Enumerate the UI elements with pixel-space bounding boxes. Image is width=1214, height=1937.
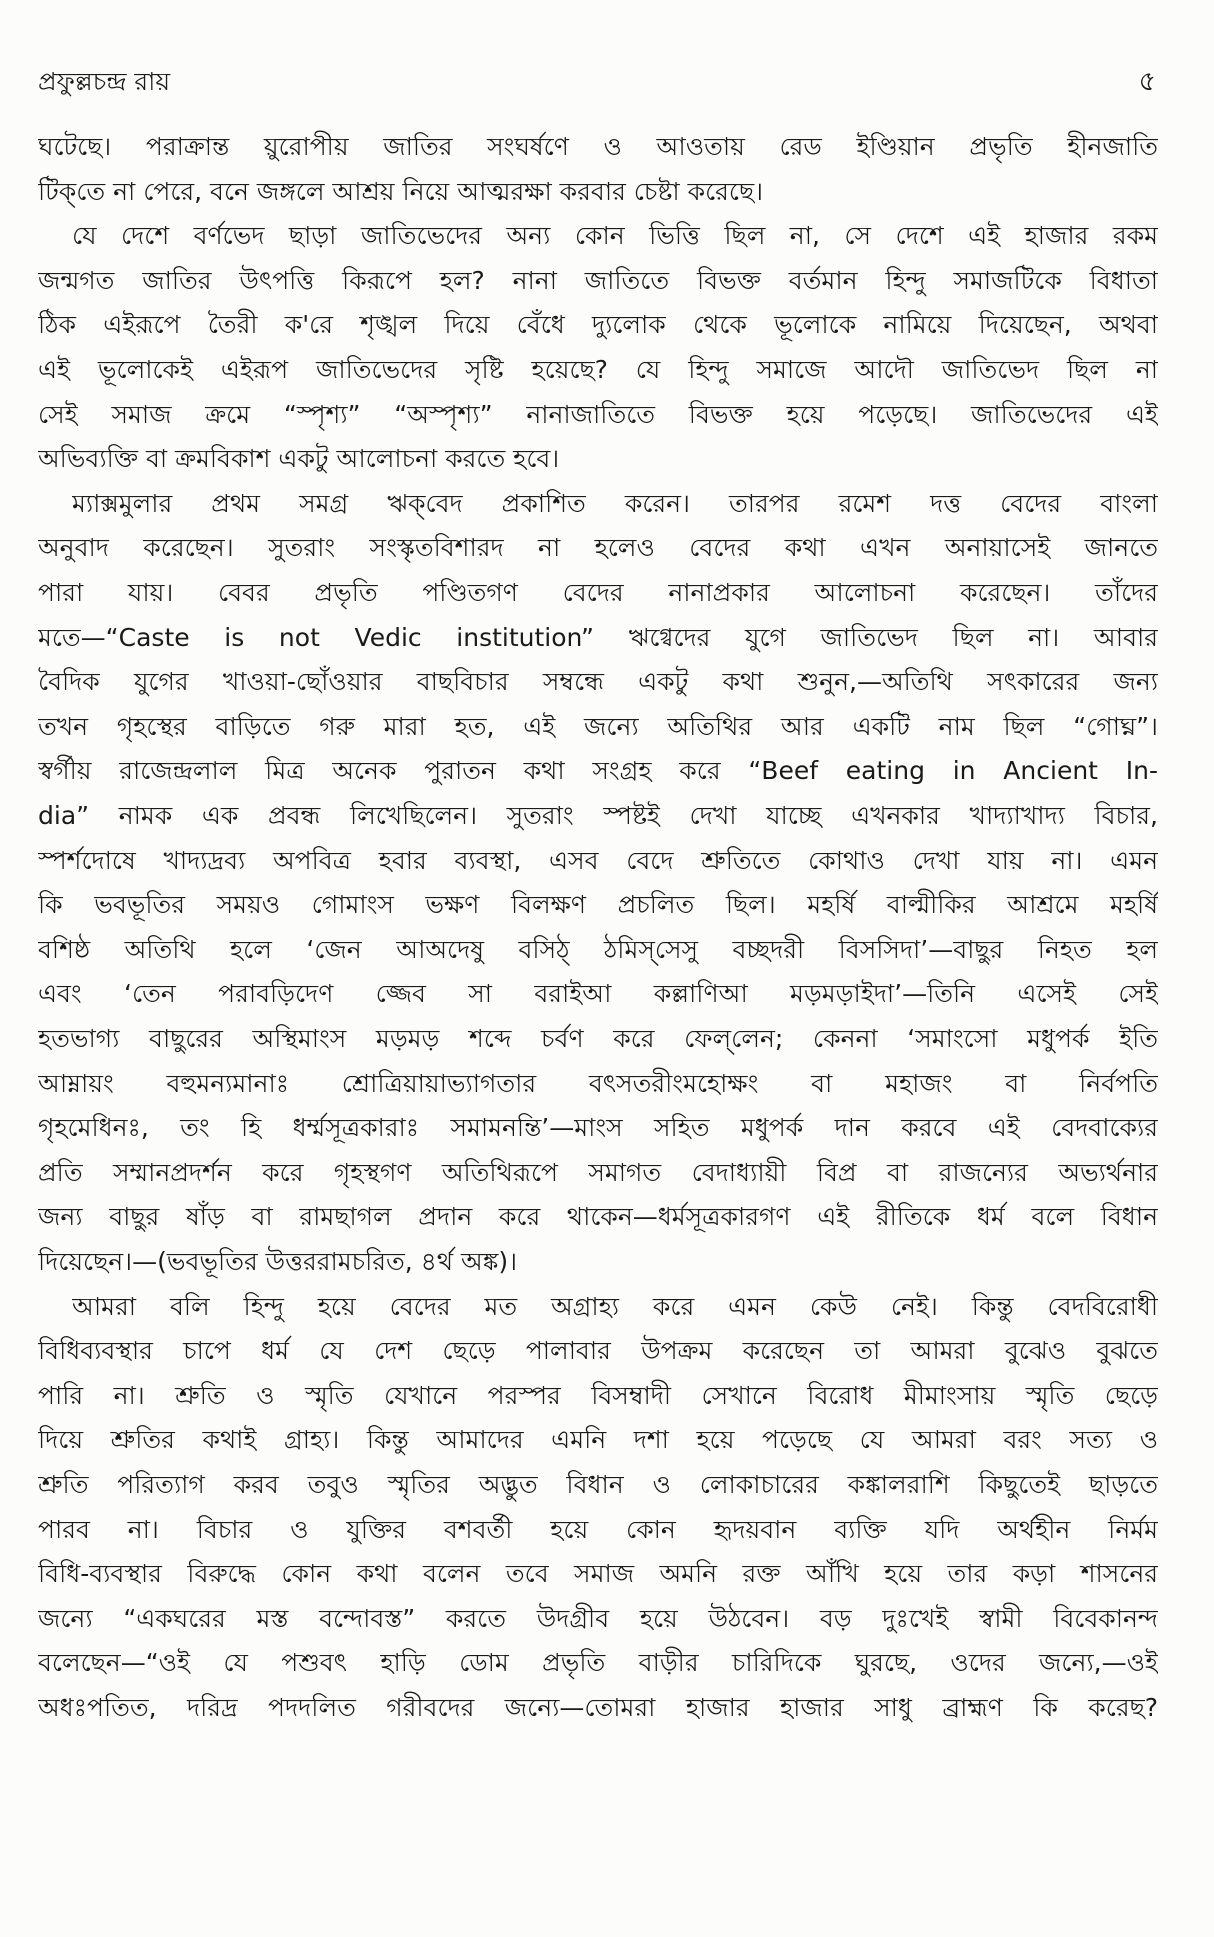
- text-line: ঘটেছে। পরাক্রান্ত য়ুরোপীয় জাতির সংঘর্ষণে ও আওতায় রেড ইণ্ডিয়ান প্রভৃতি হীনজাতি: [38, 132, 1158, 161]
- text-line: আমরা বলি হিন্দু হয়ে বেদের মত অগ্রাহ্য করে এমন কেউ নেই। কিন্তু বেদবিরোধী: [72, 1291, 1158, 1321]
- text-line: মতে—“Caste is not Vedic institution” ঋগ্বেদের যুগে জাতিভেদ ছিল না। আবার: [38, 622, 1158, 652]
- text-line: তখন গৃহস্থের বাড়িতে গরু মারা হত, এই জন্যে অতিথির আর একটি নাম ছিল “গোঘ্ন”।: [38, 711, 1158, 741]
- text-line: বশিষ্ঠ অতিথি হলে ‘জেন আঅদেষু বসিঠ্‌ ঠমিস্‌সেসু বচ্ছদরী বিসসিদা’—বাছুর নিহত হল: [38, 934, 1158, 964]
- page-header: [38, 60, 1156, 104]
- text-line: বিধিব্যবস্থার চাপে ধর্ম যে দেশ ছেড়ে পালাবার উপক্রম করেছেন তা আমরা বুঝেও বুঝতে: [38, 1336, 1158, 1366]
- text-line: যে দেশে বর্ণভেদ ছাড়া জাতিভেদের অন্য কোন ভিত্তি ছিল না, সে দেশে এই হাজার রকম: [72, 221, 1158, 251]
- text-line: জন্যে “একঘরের মস্ত বন্দোবস্ত” করতে উদগ্রীব হয়ে উঠবেন। বড় দুঃখেই স্বামী বিবেকানন্দ: [38, 1603, 1158, 1633]
- text-line: আম্নায়ং বহুমন্যমানাঃ শ্রোত্রিয়ায়াভ্যাগতার বৎসতরীংমহোক্ষং বা মহাজং বা নির্বপতি: [38, 1068, 1158, 1098]
- text-line: বিধি-ব্যবস্থার বিরুদ্ধে কোন কথা বলেন তবে সমাজ অমনি রক্ত আঁখি হয়ে তার কড়া শাসনের: [38, 1559, 1158, 1589]
- text-line: স্বর্গীয় রাজেন্দ্রলাল মিত্র অনেক পুরাতন কথা সংগ্রহ করে “Beef eating in Ancient In-: [38, 756, 1158, 786]
- text-line: বলেছেন—“ওই যে পশুবৎ হাড়ি ডোম প্রভৃতি বাড়ীর চারিদিকে ঘুরছে, ওদের জন্যে,—ওই: [38, 1648, 1158, 1678]
- text-line: dia” নামক এক প্রবন্ধ লিখেছিলেন। সুতরাং স্পষ্টই দেখা যাচ্ছে এখনকার খাদ্যাখাদ্য বিচার,: [38, 801, 1158, 830]
- running-head: প্রফুল্লচন্দ্র রায়: [38, 67, 171, 96]
- text-line: পারব না। বিচার ও যুক্তির বশবর্তী হয়ে কোন হৃদয়বান ব্যক্তি যদি অর্থহীন নির্মম: [38, 1514, 1158, 1544]
- text-line: অনুবাদ করেছেন। সুতরাং সংস্কৃতবিশারদ না হলেও বেদের কথা এখন অনায়াসেই জানতে: [38, 533, 1158, 563]
- text-line: অধঃপতিত, দরিদ্র পদদলিত গরীবদের জন্যে—তোমরা হাজার হাজার সাধু ব্রাহ্মণ কি করেছ?: [38, 1693, 1158, 1722]
- text-line: এই ভূলোকেই এইরূপ জাতিভেদের সৃষ্টি হয়েছে? যে হিন্দু সমাজে আদৌ জাতিভেদ ছিল না: [38, 355, 1158, 384]
- text-line: গৃহমেধিনঃ, তং হি ধর্ম্মসূত্রকারাঃ সমামনন্তি’—মাংস সহিত মধুপর্ক দান করবে এই বেদবাক্যের: [38, 1113, 1158, 1143]
- text-line: শ্রুতি পরিত্যাগ করব তবুও স্মৃতির অদ্ভুত বিধান ও লোকাচারের কঙ্কালরাশি কিছুতেই ছাড়তে: [38, 1470, 1158, 1499]
- text-line: কি ভবভূতির সময়ও গোমাংস ভক্ষণ বিলক্ষণ প্রচলিত ছিল। মহর্ষি বাল্মীকির আশ্রমে মহর্ষি: [38, 890, 1158, 920]
- text-line: অভিব্যক্তি বা ক্রমবিকাশ একটু আলোচনা করতে হবে।: [38, 444, 560, 474]
- text-line: এবং ‘তেন পরাবড়িদেণ জ্জেব সা বরাইআ কল্লাণিআ মড়মড়াইদা’—তিনি এসেই সেই: [38, 979, 1158, 1009]
- text-line: সেই সমাজ ক্রমে “স্পৃশ্য” “অস্পৃশ্য” নানাজাতিতে বিভক্ত হয়ে পড়েছে। জাতিভেদের এই: [38, 399, 1158, 429]
- text-line: দিয়ে শ্রুতির কথাই গ্রাহ্য। কিন্তু আমাদের এমনি দশা হয়ে পড়েছে যে আমরা বরং সত্য ও: [38, 1425, 1158, 1455]
- text-line: ঠিক এইরূপে তৈরী ক'রে শৃঙ্খল দিয়ে বেঁধে দ্যুলোক থেকে ভূলোকে নামিয়ে দিয়েছেন, অথবা: [38, 310, 1158, 340]
- text-line: ম্যাক্সমুলার প্রথম সমগ্র ঋক্‌বেদ প্রকাশিত করেন। তারপর রমেশ দত্ত বেদের বাংলা: [72, 488, 1158, 518]
- text-line: হতভাগ্য বাছুরের অস্থিমাংস মড়মড় শব্দে চর্বণ করে ফেল্‌লেন; কেননা ‘সমাংসো মধুপর্ক ইতি: [38, 1024, 1158, 1053]
- text-line: পারি না। শ্রুতি ও স্মৃতি যেখানে পরস্পর বিসম্বাদী সেখানে বিরোধ মীমাংসায় স্মৃতি ছেড়ে: [38, 1380, 1158, 1410]
- text-line: পারা যায়। বেবর প্রভৃতি পণ্ডিতগণ বেদের নানাপ্রকার আলোচনা করেছেন। তাঁদের: [38, 578, 1158, 607]
- text-line: প্রতি সম্মানপ্রদর্শন করে গৃহস্থগণ অতিথিরূপে সমাগত বেদাধ্যায়ী বিপ্র বা রাজন্যের অভ্যর্থনার: [38, 1157, 1158, 1187]
- page-number: ৫: [1138, 66, 1156, 97]
- text-line: বৈদিক যুগের খাওয়া-ছোঁওয়ার বাছবিচার সম্বন্ধে একটু কথা শুনুন,—অতিথি সৎকারের জন্য: [38, 667, 1158, 697]
- text-line: টিক্‌তে না পেরে, বনে জঙ্গলে আশ্রয় নিয়ে আত্মরক্ষা করবার চেষ্টা করেছে।: [38, 176, 764, 206]
- text-line: জন্মগত জাতির উৎপত্তি কিরূপে হল? নানা জাতিতে বিভক্ত বর্তমান হিন্দু সমাজটিকে বিধাতা: [38, 265, 1158, 295]
- text-line: স্পর্শদোষে খাদ্যদ্রব্য অপবিত্র হবার ব্যবস্থা, এসব বেদে শ্রুতিতে কোথাও দেখা যায় না। এমন: [38, 845, 1158, 875]
- text-line: দিয়েছেন।—(ভবভূতির উত্তররামচরিত, ৪র্থ অঙ্ক)।: [38, 1247, 518, 1276]
- text-line: জন্য বাছুর ষাঁড় বা রামছাগল প্রদান করে থাকেন—ধর্মসূত্রকারগণ এই রীতিকে ধর্ম বলে বিধান: [38, 1202, 1158, 1232]
